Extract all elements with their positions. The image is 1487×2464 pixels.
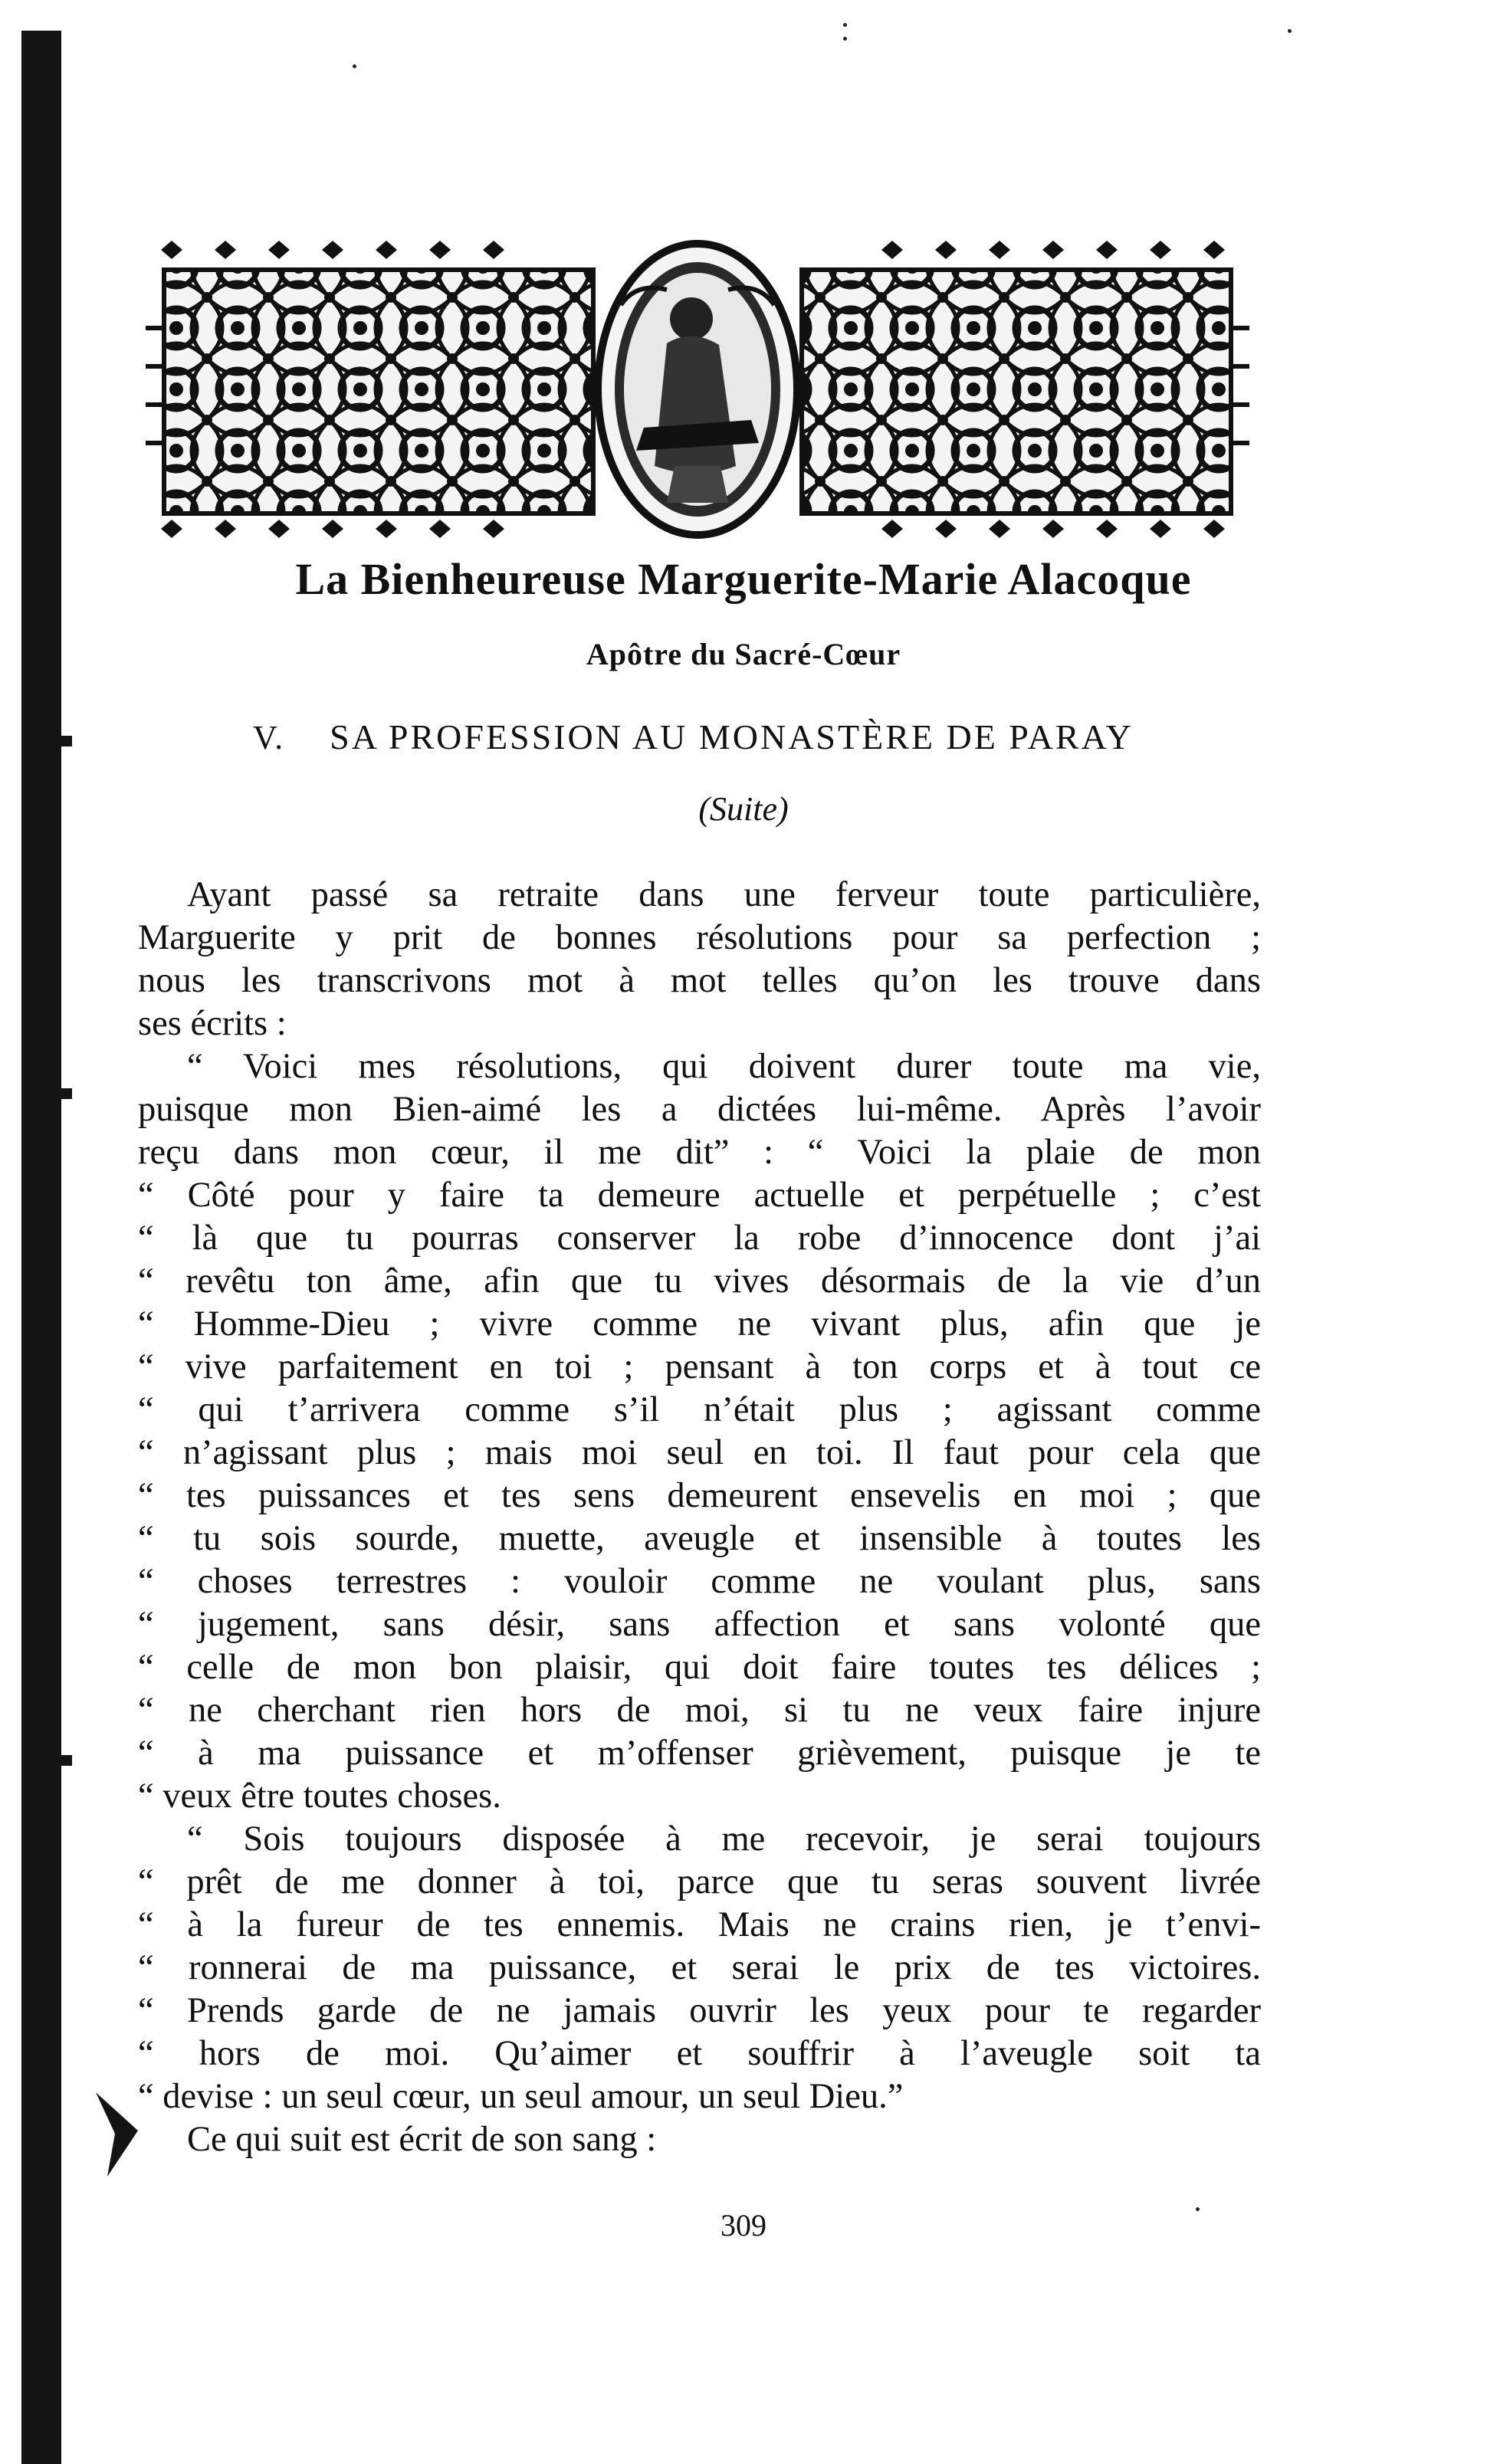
text-line: ses écrits : [138,1004,287,1043]
page-binding-edge [21,31,61,2464]
text-line: “ choses terrestres : vouloir comme ne voulant plus, sans [138,1562,1261,1601]
binding-notch [58,736,72,746]
text-line: “ Sois toujours disposée à me recevoir, je serai toujours [187,1819,1261,1859]
text-line: “ Homme-Dieu ; vivre comme ne vivant plus, afin que je [138,1304,1261,1344]
body-text [138,874,1261,2161]
text-line: “ à la fureur de tes ennemis. Mais ne crains rien, je t’envi- [138,1905,1261,1944]
scan-speck [843,23,847,27]
text-line: “ ne cherchant rien hors de moi, si tu ne veux faire injure [138,1691,1261,1730]
text-line: “ Côté pour y faire ta demeure actuelle et perpétuelle ; c’est [138,1176,1261,1215]
binding-notch [58,1088,72,1099]
text-line: nous les transcrivons mot à mot telles qu’on les trouve dans [138,961,1261,1000]
article-subtitle: Apôtre du Sacré-Cœur [586,637,901,671]
text-line: “ prêt de me donner à toi, parce que tu seras souvent livrée [138,1862,1261,1901]
text-line: “ hors de moi. Qu’aimer et souffrir à l’aveugle soit ta [138,2034,1261,2073]
text-line: “ jugement, sans désir, sans affection et sans volonté que [138,1605,1261,1644]
text-line: “ tu sois sourde, muette, aveugle et insensible à toutes les [138,1519,1261,1558]
scan-speck [353,64,356,68]
binding-notch [58,1755,72,1766]
continued-label: (Suite) [698,790,789,828]
page-number: 309 [721,2208,766,2243]
text-line: “ veux être toutes choses. [138,1777,501,1816]
text-line: “ n’agissant plus ; mais moi seul en toi. Il faut pour cela que [138,1433,1261,1472]
text-line: reçu dans mon cœur, il me dit” : “ Voici la plaie de mon [138,1133,1261,1172]
text-line: Ayant passé sa retraite dans une ferveur toute particulière, [187,875,1261,914]
text-line: “ revêtu ton âme, afin que tu vives désormais de la vie d’un [138,1262,1261,1301]
text-line: “ qui t’arrivera comme s’il n’était plus ; agissant comme [138,1390,1261,1429]
text-line: “ tes puissances et tes sens demeurent ensevelis en moi ; que [138,1476,1261,1515]
text-line: “ là que tu pourras conserver la robe d’innocence dont j’ai [138,1219,1261,1258]
text-line: puisque mon Bien-aimé les a dictées lui-même. Après l’avoir [138,1090,1261,1129]
text-line: “ celle de mon bon plaisir, qui doit faire toutes tes délices ; [138,1648,1261,1687]
text-line: “ Prends garde de ne jamais ouvrir les yeux pour te regarder [138,1991,1261,2030]
chapter-heading [253,717,1249,757]
text-line: “ devise : un seul cœur, un seul amour, un seul Dieu.” [138,2077,904,2116]
text-line: “ Voici mes résolutions, qui doivent durer toute ma vie, [187,1047,1261,1086]
text-line: “ à ma puissance et m’offenser grièvement, puisque je te [138,1734,1261,1773]
article-title: La Bienheureuse Marguerite-Marie Alacoque [295,554,1192,604]
chapter-number: V. [253,719,285,756]
ornamental-headpiece [146,236,1249,543]
text-line: “ ronnerai de ma puissance, et serai le prix de tes victoires. [138,1948,1261,1987]
text-line: Ce qui suit est écrit de son sang : [187,2120,657,2159]
text-line: Marguerite y prit de bonnes résolutions pour sa perfection ; [138,918,1261,957]
scan-speck [1288,29,1292,33]
chapter-title: SA PROFESSION AU MONASTÈRE DE PARAY [330,717,1134,756]
text-line: “ vive parfaitement en toi ; pensant à ton corps et à tout ce [138,1347,1261,1386]
scan-speck [843,37,847,41]
